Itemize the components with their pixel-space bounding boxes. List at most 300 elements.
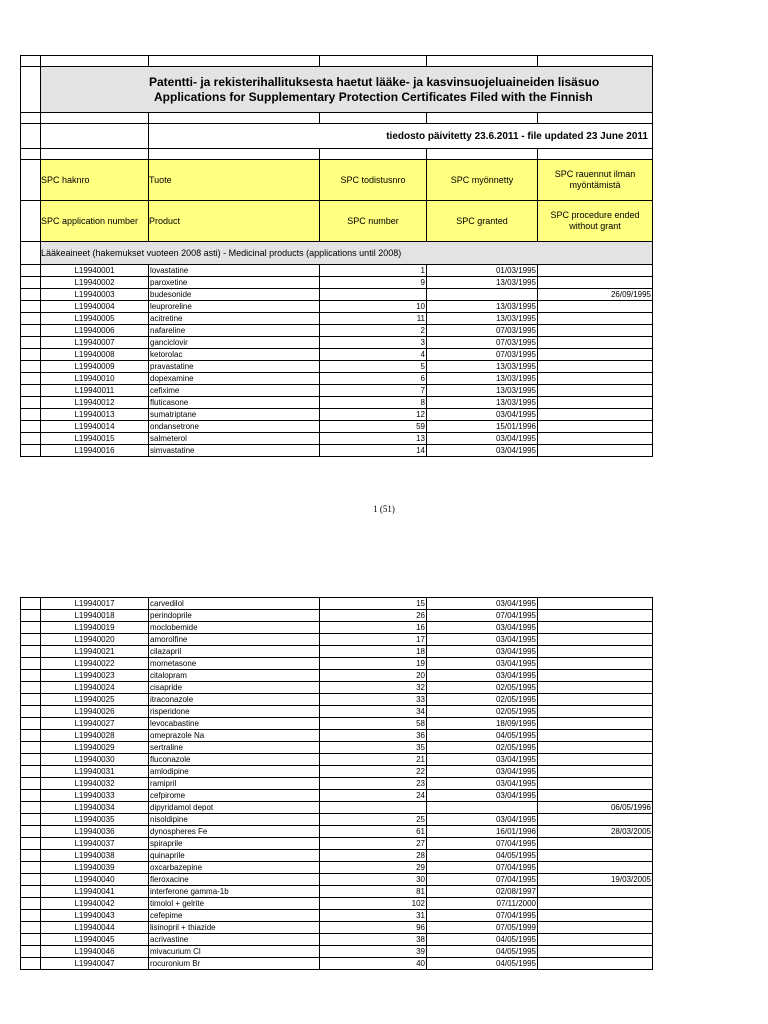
cell-spc-ended [538,910,653,922]
row-margin [21,826,41,838]
row-margin [21,922,41,934]
header-spc-haknro: SPC haknro [41,160,149,201]
cell-application-number: L19940026 [41,706,149,718]
table-row [21,349,653,361]
row-margin [21,670,41,682]
cell-spc-number: 17 [320,634,427,646]
cell-product: cefixime [149,385,320,397]
row-margin [21,958,41,970]
cell-spc-number: 39 [320,946,427,958]
table-row [21,814,653,826]
cell-spc-granted: 07/03/1995 [427,349,538,361]
column-header-fi-row [21,160,653,201]
cell-spc-number: 26 [320,610,427,622]
spc-table-page-2 [20,597,653,970]
cell-spc-granted: 03/04/1995 [427,790,538,802]
row-margin [21,874,41,886]
cell-spc-number: 102 [320,898,427,910]
cell-spc-granted: 16/01/1996 [427,826,538,838]
table-row [21,778,653,790]
cell-spc-ended [538,301,653,313]
table-row [21,421,653,433]
cell-spc-ended [538,778,653,790]
cell-spc-ended [538,421,653,433]
cell-application-number: L19940022 [41,658,149,670]
cell-application-number: L19940024 [41,682,149,694]
cell-spc-number: 4 [320,349,427,361]
cell-spc-ended [538,790,653,802]
cell-spc-ended [538,658,653,670]
cell-spc-granted: 13/03/1995 [427,385,538,397]
cell-product: acitretine [149,313,320,325]
cell-spc-ended [538,313,653,325]
header-tuote: Tuote [149,160,320,201]
table-row [21,766,653,778]
cell-spc-number: 81 [320,886,427,898]
cell-spc-number: 59 [320,421,427,433]
row-margin [21,421,41,433]
cell-product: carvedilol [149,598,320,610]
table-body-page-1 [21,265,653,457]
cell-product: fluticasone [149,397,320,409]
cell-spc-number: 36 [320,730,427,742]
cell-spc-number: 33 [320,694,427,706]
row-margin [21,325,41,337]
cell-spc-number: 32 [320,682,427,694]
cell-product: moclobemide [149,622,320,634]
cell-spc-granted: 07/03/1995 [427,337,538,349]
cell-application-number: L19940037 [41,838,149,850]
cell-product: amlodipine [149,766,320,778]
table-row [21,277,653,289]
table-row [21,445,653,457]
table-row [21,706,653,718]
cell-spc-number: 18 [320,646,427,658]
cell-spc-ended [538,886,653,898]
row-margin [21,898,41,910]
row-margin [21,289,41,301]
cell-application-number: L19940028 [41,730,149,742]
table-row [21,325,653,337]
cell-spc-number: 11 [320,313,427,325]
row-margin [21,433,41,445]
cell-spc-ended [538,766,653,778]
row-margin [21,634,41,646]
row-margin [21,313,41,325]
cell-spc-ended [538,922,653,934]
cell-spc-ended [538,718,653,730]
cell-application-number: L19940030 [41,754,149,766]
cell-spc-ended [538,646,653,658]
cell-product: paroxetine [149,277,320,289]
row-margin [21,349,41,361]
cell-product: timolol + gelrite [149,898,320,910]
cell-application-number: L19940004 [41,301,149,313]
cell-spc-number: 35 [320,742,427,754]
cell-product: dopexamine [149,373,320,385]
cell-spc-ended [538,337,653,349]
header-spc-granted: SPC granted [427,201,538,242]
cell-application-number: L19940036 [41,826,149,838]
cell-product: fleroxacine [149,874,320,886]
cell-spc-granted: 13/03/1995 [427,301,538,313]
cell-spc-granted: 13/03/1995 [427,277,538,289]
cell-spc-ended [538,445,653,457]
cell-spc-granted [427,289,538,301]
spc-table-page-1 [20,55,653,457]
cell-spc-ended [538,409,653,421]
cell-spc-granted: 03/04/1995 [427,598,538,610]
cell-application-number: L19940044 [41,922,149,934]
header-spc-todistusnro: SPC todistusnro [320,160,427,201]
cell-spc-number: 9 [320,277,427,289]
cell-application-number: L19940020 [41,634,149,646]
cell-spc-granted: 04/05/1995 [427,934,538,946]
cell-product: mometasone [149,658,320,670]
cell-application-number: L19940032 [41,778,149,790]
cell-spc-granted [427,802,538,814]
cell-product: cefpirome [149,790,320,802]
table-row [21,694,653,706]
cell-spc-granted: 13/03/1995 [427,313,538,325]
cell-spc-ended [538,670,653,682]
cell-product: ramipril [149,778,320,790]
cell-product: budesonide [149,289,320,301]
cell-spc-number: 23 [320,778,427,790]
cell-spc-number: 58 [320,718,427,730]
cell-spc-granted: 03/04/1995 [427,670,538,682]
table-row [21,301,653,313]
row-margin [21,802,41,814]
cell-application-number: L19940021 [41,646,149,658]
row-margin [21,850,41,862]
cell-spc-number: 40 [320,958,427,970]
cell-spc-number: 21 [320,754,427,766]
cell-spc-ended [538,373,653,385]
cell-application-number: L19940038 [41,850,149,862]
row-margin [21,361,41,373]
cell-application-number: L19940043 [41,910,149,922]
table-row [21,373,653,385]
row-margin [21,754,41,766]
cell-spc-granted: 13/03/1995 [427,397,538,409]
row-margin [21,610,41,622]
cell-product: quinaprile [149,850,320,862]
header-product: Product [149,201,320,242]
cell-spc-ended: 28/03/2005 [538,826,653,838]
cell-spc-granted: 03/04/1995 [427,433,538,445]
cell-product: interferone gamma-1b [149,886,320,898]
cell-spc-ended [538,265,653,277]
cell-spc-granted: 18/09/1995 [427,718,538,730]
cell-product: cefepime [149,910,320,922]
cell-spc-granted: 04/05/1995 [427,946,538,958]
cell-product: rocuronium Br [149,958,320,970]
cell-spc-ended [538,325,653,337]
cell-product: citalopram [149,670,320,682]
table-row [21,850,653,862]
cell-spc-number: 15 [320,598,427,610]
table-row [21,886,653,898]
cell-product: cisapride [149,682,320,694]
cell-spc-ended [538,850,653,862]
cell-spc-ended: 26/09/1995 [538,289,653,301]
cell-spc-number: 6 [320,373,427,385]
cell-spc-number: 24 [320,790,427,802]
cell-application-number: L19940009 [41,361,149,373]
cell-spc-number: 30 [320,874,427,886]
cell-spc-granted: 03/04/1995 [427,754,538,766]
header-spc-myonnetty: SPC myönnetty [427,160,538,201]
cell-spc-number [320,802,427,814]
table-row [21,385,653,397]
cell-product: ganciclovir [149,337,320,349]
table-row [21,313,653,325]
table-row [21,898,653,910]
cell-spc-granted: 07/05/1999 [427,922,538,934]
cell-spc-number: 2 [320,325,427,337]
table-row [21,265,653,277]
cell-spc-number: 10 [320,301,427,313]
row-margin [21,694,41,706]
cell-spc-ended [538,742,653,754]
cell-application-number: L19940007 [41,337,149,349]
cell-spc-granted: 03/04/1995 [427,766,538,778]
cell-application-number: L19940015 [41,433,149,445]
table-row [21,838,653,850]
cell-application-number: L19940042 [41,898,149,910]
row-margin [21,265,41,277]
cell-product: leuproreline [149,301,320,313]
cell-application-number: L19940039 [41,862,149,874]
cell-product: lisinopril + thiazide [149,922,320,934]
row-margin [21,646,41,658]
cell-product: fluconazole [149,754,320,766]
row-margin [21,730,41,742]
cell-application-number: L19940008 [41,349,149,361]
table-row [21,790,653,802]
header-spc-procedure-ended: SPC procedure ended without grant [538,201,653,242]
row-margin [21,718,41,730]
cell-application-number: L19940034 [41,802,149,814]
table-row [21,598,653,610]
cell-application-number: L19940001 [41,265,149,277]
cell-application-number: L19940014 [41,421,149,433]
cell-spc-granted: 02/05/1995 [427,706,538,718]
cell-spc-granted: 03/04/1995 [427,634,538,646]
cell-spc-granted: 07/04/1995 [427,910,538,922]
cell-spc-number: 29 [320,862,427,874]
cell-spc-ended [538,694,653,706]
table-row [21,946,653,958]
cell-application-number: L19940040 [41,874,149,886]
table-row [21,409,653,421]
table-row [21,646,653,658]
cell-spc-number: 12 [320,409,427,421]
table-row [21,337,653,349]
cell-spc-ended [538,898,653,910]
cell-spc-granted: 03/04/1995 [427,445,538,457]
cell-spc-number: 14 [320,445,427,457]
cell-spc-ended [538,862,653,874]
cell-product: simvastatine [149,445,320,457]
cell-spc-granted: 04/05/1995 [427,850,538,862]
row-margin [21,706,41,718]
cell-spc-granted: 02/05/1995 [427,694,538,706]
cell-application-number: L19940035 [41,814,149,826]
table-row [21,874,653,886]
cell-application-number: L19940010 [41,373,149,385]
table-row [21,397,653,409]
cell-application-number: L19940027 [41,718,149,730]
row-margin [21,862,41,874]
cell-application-number: L19940006 [41,325,149,337]
cell-product: nisoldipine [149,814,320,826]
cell-spc-number: 27 [320,838,427,850]
cell-spc-number: 8 [320,397,427,409]
column-header-en-row [21,201,653,242]
cell-spc-number: 31 [320,910,427,922]
row-margin [21,397,41,409]
cell-spc-granted: 07/04/1995 [427,874,538,886]
row-margin [21,622,41,634]
row-margin [21,814,41,826]
cell-spc-granted: 07/04/1995 [427,862,538,874]
cell-product: lovastatine [149,265,320,277]
cell-spc-number: 25 [320,814,427,826]
cell-application-number: L19940029 [41,742,149,754]
cell-spc-ended [538,838,653,850]
cell-spc-granted: 04/05/1995 [427,730,538,742]
cell-spc-granted: 01/03/1995 [427,265,538,277]
cell-spc-number: 5 [320,361,427,373]
table-row [21,610,653,622]
cell-spc-granted: 03/04/1995 [427,778,538,790]
cell-application-number: L19940047 [41,958,149,970]
row-margin [21,934,41,946]
cell-spc-ended [538,598,653,610]
cell-spc-ended [538,814,653,826]
row-margin [21,337,41,349]
document-title [41,67,653,113]
cell-spc-granted: 15/01/1996 [427,421,538,433]
cell-spc-number: 13 [320,433,427,445]
row-margin [21,946,41,958]
row-margin [21,658,41,670]
table-row [21,862,653,874]
table-row [21,433,653,445]
row-margin [21,910,41,922]
table-row [21,622,653,634]
cell-product: acrivastine [149,934,320,946]
cell-spc-ended [538,958,653,970]
cell-application-number: L19940033 [41,790,149,802]
cell-spc-ended [538,754,653,766]
cell-application-number: L19940003 [41,289,149,301]
cell-product: ketorolac [149,349,320,361]
cell-spc-ended [538,730,653,742]
cell-product: spiraprile [149,838,320,850]
table-row [21,754,653,766]
cell-spc-number: 1 [320,265,427,277]
cell-spc-ended [538,622,653,634]
title-english: Applications for Supplementary Protection Certificates Filed with the Finnish [154,89,593,104]
cell-spc-number: 22 [320,766,427,778]
cell-spc-granted: 03/04/1995 [427,814,538,826]
cell-spc-granted: 07/04/1995 [427,610,538,622]
cell-product: mivacurium Cl [149,946,320,958]
cell-spc-number: 96 [320,922,427,934]
cell-application-number: L19940018 [41,610,149,622]
cell-product: nafareline [149,325,320,337]
cell-spc-number: 16 [320,622,427,634]
cell-spc-ended: 19/03/2005 [538,874,653,886]
cell-product: ondansetrone [149,421,320,433]
cell-application-number: L19940016 [41,445,149,457]
cell-product: amorolfine [149,634,320,646]
table-row [21,682,653,694]
cell-spc-granted: 13/03/1995 [427,373,538,385]
cell-application-number: L19940013 [41,409,149,421]
row-margin [21,373,41,385]
cell-product: dynospheres Fe [149,826,320,838]
cell-spc-granted: 07/11/2000 [427,898,538,910]
cell-spc-granted: 03/04/1995 [427,409,538,421]
table-row [21,634,653,646]
cell-product: dipyridamol depot [149,802,320,814]
cell-application-number: L19940012 [41,397,149,409]
cell-spc-ended [538,682,653,694]
cell-spc-number: 38 [320,934,427,946]
cell-product: pravastatine [149,361,320,373]
cell-spc-number [320,289,427,301]
cell-spc-ended [538,277,653,289]
cell-spc-number: 7 [320,385,427,397]
cell-spc-ended [538,634,653,646]
cell-spc-number: 19 [320,658,427,670]
cell-spc-number: 3 [320,337,427,349]
row-margin [21,301,41,313]
cell-spc-granted: 02/05/1995 [427,682,538,694]
cell-spc-granted: 07/03/1995 [427,325,538,337]
row-margin [21,277,41,289]
cell-spc-number: 34 [320,706,427,718]
cell-spc-granted: 07/04/1995 [427,838,538,850]
file-updated-date: tiedosto päivitetty 23.6.2011 - file updated 23 June 2011 [149,124,653,149]
cell-application-number: L19940011 [41,385,149,397]
header-spc-rauennut: SPC rauennut ilman myöntämistä [538,160,653,201]
cell-product: levocabastine [149,718,320,730]
cell-application-number: L19940025 [41,694,149,706]
section-label: Lääkeaineet (hakemukset vuoteen 2008 asti) - Medicinal products (applications until 2008) [41,242,653,265]
table-row [21,658,653,670]
table-row [21,922,653,934]
cell-spc-ended [538,385,653,397]
cell-application-number: L19940045 [41,934,149,946]
row-margin [21,385,41,397]
cell-spc-granted: 13/03/1995 [427,361,538,373]
cell-application-number: L19940023 [41,670,149,682]
header-spc-number: SPC number [320,201,427,242]
cell-spc-granted: 02/05/1995 [427,742,538,754]
cell-product: perindoprile [149,610,320,622]
title-finnish: Patentti- ja rekisterihallituksesta haetut lääke- ja kasvinsuojeluaineiden lisäsuo [149,74,600,89]
table-row [21,826,653,838]
cell-product: itraconazole [149,694,320,706]
row-margin [21,409,41,421]
cell-spc-number: 28 [320,850,427,862]
row-margin [21,598,41,610]
